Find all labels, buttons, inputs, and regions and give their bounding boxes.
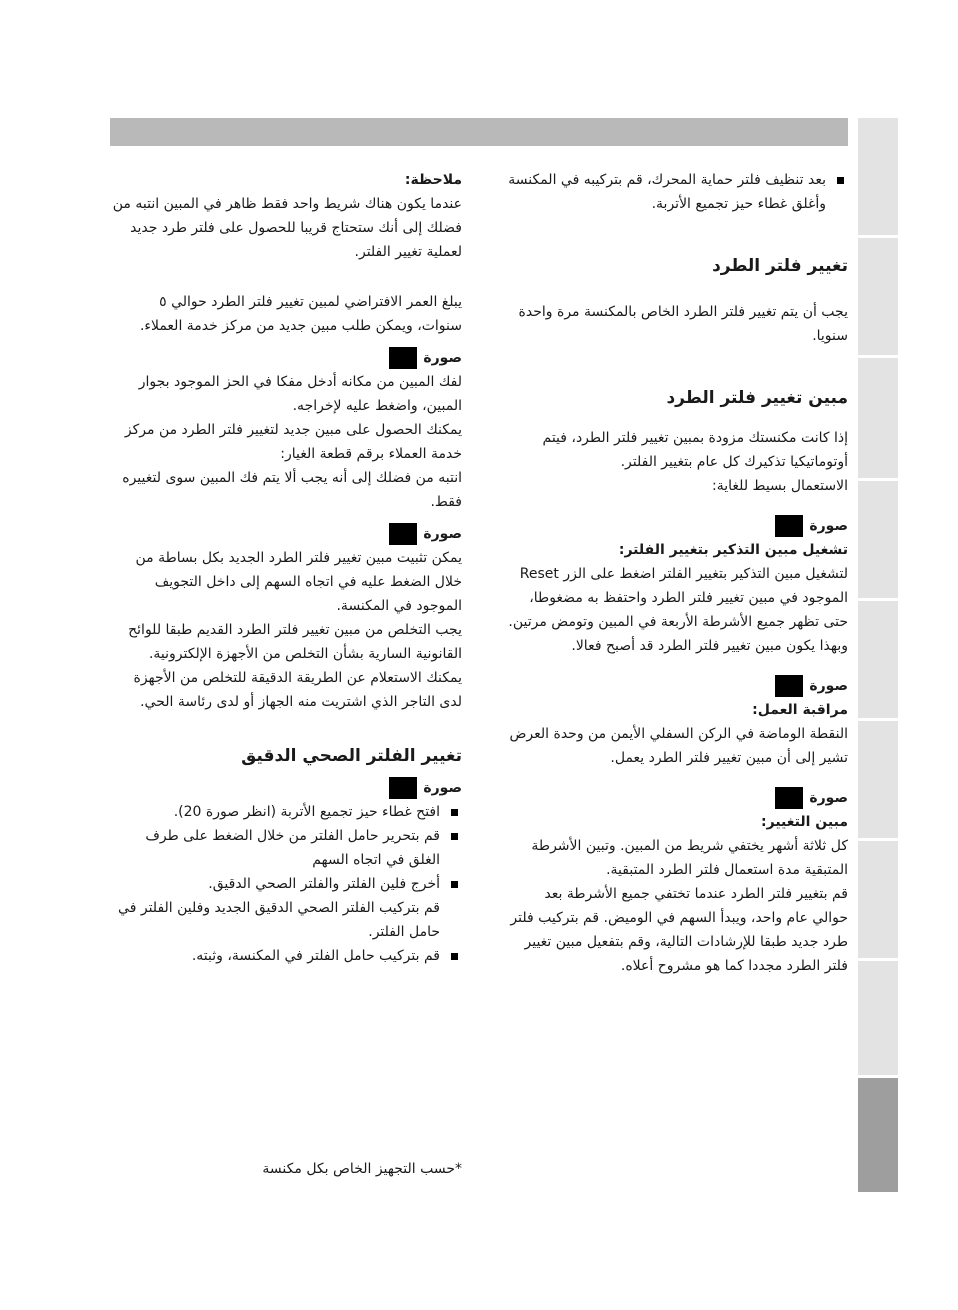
figure-label-text: صورة [809, 518, 848, 534]
side-tab [858, 481, 898, 598]
steps-list [112, 800, 462, 896]
figure-label [112, 522, 462, 546]
intro-bullet: بعد تنظيف فلتر حماية المحرك، قم بتركيبه في المكنسة وأغلق غطاء حيز تجميع الأتربة. [505, 168, 848, 216]
side-tab [858, 601, 898, 718]
left-column [112, 168, 462, 968]
section-title-indicator: مبين تغيير فلتر الطرد [666, 388, 848, 408]
side-tab [858, 841, 898, 958]
footnote: *حسب التجهيز الخاص بكل مكنسة [262, 1161, 462, 1177]
lifetime-text: يبلغ العمر الافتراضي لمبين تغيير فلتر الطرد حوالي ٥ سنوات، ويمكن طلب مبين جديد من مركز خدمة العملاء. [139, 294, 462, 334]
figure-label-text: صورة [423, 350, 462, 366]
figure-number-box [775, 675, 803, 697]
step-bullet-2: قم بتحرير حامل الفلتر من خلال الضغط على طرف الغلق في اتجاه السهم [112, 824, 462, 872]
figure-label [505, 674, 848, 698]
side-tab [858, 721, 898, 838]
fig1-text-1: لفك المبين من مكانه أدخل مفكا في الحز الموجود بجوار المبين، واضغط عليه لإخراجه. [138, 374, 462, 414]
fig1-text-2: يمكنك الحصول على مبين جديد لتغيير فلتر الطرد من مركز خدمة العملاء برقم قطعة الغيار: [124, 422, 462, 462]
right-column [505, 168, 848, 978]
block-heading-monitor: مراقبة العمل: [752, 702, 848, 718]
intro-list [505, 168, 848, 216]
side-tabs [858, 118, 898, 1195]
section-body-indicator: إذا كانت مكنستك مزودة بمبين تغيير فلتر الطرد، فيتم أوتوماتيكيا تذكيرك كل عام بتغيير الفلتر. [542, 430, 848, 470]
figure-label-text: صورة [423, 780, 462, 796]
fig2-text-2: يجب التخلص من مبين تغيير فلتر الطرد القديم طبقا للوائح القانونية السارية بشأن التخلص من الأجهزة الإلكترونية. يمكنك الاستعلام عن الطريقة الدقيقة للتخلص من الأجهزة لدى التاجر الذي اشتريت منه الجهاز أو لدى رئاسة الحي. [128, 622, 462, 710]
block-heading-change-indicator: مبين التغيير: [761, 814, 848, 830]
figure-label-text: صورة [809, 790, 848, 806]
figure-number-box [775, 515, 803, 537]
side-tab [858, 358, 898, 478]
figure-number-box [389, 523, 417, 545]
block-heading-activate: تشغيل مبين التذكير بتغيير الفلتر: [618, 542, 848, 558]
side-tab [858, 118, 898, 235]
figure-number-box [389, 347, 417, 369]
figure-label-text: صورة [423, 526, 462, 542]
step-bullet-4: قم بتركيب حامل الفلتر في المكنسة، وثبته. [112, 944, 462, 968]
figure-number-box [389, 777, 417, 799]
section-title-filter-change: تغيير فلتر الطرد [712, 256, 848, 276]
side-tab [858, 961, 898, 1075]
fig2-text-1: يمكن تثبيت مبين تغيير فلتر الطرد الجديد بكل بساطة من خلال الضغط عليه في اتجاه السهم إلى داخل التجويف الموجود في المكنسة. [135, 550, 462, 614]
section-title-hygiene-filter: تغيير الفلتر الصحي الدقيق [241, 746, 462, 766]
fig1-text-3: انتبه من فضلك إلى أنه يجب ألا يتم فك المبين سوى لتغييره فقط. [122, 470, 462, 510]
step-bullet-3-cont: قم بتركيب الفلتر الصحي الدقيق الجديد وفلين الفلتر في حامل الفلتر. [118, 900, 440, 940]
figure-label-text: صورة [809, 678, 848, 694]
side-tab [858, 238, 898, 355]
step-bullet-1: افتح غطاء حيز تجميع الأتربة (انظر صورة 20). [112, 800, 462, 824]
step-bullet-3: أخرج فلين الفلتر والفلتر الصحي الدقيق. [112, 872, 462, 896]
steps-list-2 [112, 944, 462, 968]
section-body-filter-change: يجب أن يتم تغيير فلتر الطرد الخاص بالمكنسة مرة واحدة سنويا. [518, 304, 848, 344]
figure-label [505, 514, 848, 538]
figure-label [112, 346, 462, 370]
section-body-indicator-2: الاستعمال بسيط للغاية: [712, 478, 848, 494]
figure-label [505, 786, 848, 810]
note-text: عندما يكون هناك شريط واحد فقط ظاهر في المبين انتبه من فضلك إلى أنك ستحتاج قريبا للحصول على فلتر طرد جديد لعملية تغيير الفلتر. [112, 196, 462, 260]
block-text-monitor: النقطة الوماضة في الركن السفلي الأيمن من وحدة العرض تشير إلى أن مبين تغيير فلتر الطرد يعمل. [509, 726, 848, 766]
figure-number-box [775, 787, 803, 809]
block-text-activate: لتشغيل مبين التذكير بتغيير الفلتر اضغط على الزر Reset الموجود في مبين تغيير فلتر الطرد واحتفظ به مضغوطا، حتى تظهر جميع الأشرطة الأربعة في المبين وتومض مرتين. وبهذا يكون مبين تغيير فلتر الطرد قد أصبح فعالا. [508, 566, 848, 654]
note-heading: ملاحظة: [404, 172, 462, 188]
side-tab-active [858, 1078, 898, 1192]
block-text-change-indicator-2: قم بتغيير فلتر الطرد عندما تختفي جميع الأشرطة بعد حوالي عام واحد، ويبدأ السهم في الوميض. قم بتركيب فلتر طرد جديد طبقا للإرشادات التالية، وقم بتفعيل مبين تغيير فلتر الطرد مجددا كما هو مشروح أعلاه. [510, 886, 848, 974]
header-bar [110, 118, 848, 146]
figure-label [112, 776, 462, 800]
block-text-change-indicator-1: كل ثلاثة أشهر يختفي شريط من المبين. وتبين الأشرطة المتبقية مدة استعمال فلتر الطرد المتبقية. [531, 838, 848, 878]
